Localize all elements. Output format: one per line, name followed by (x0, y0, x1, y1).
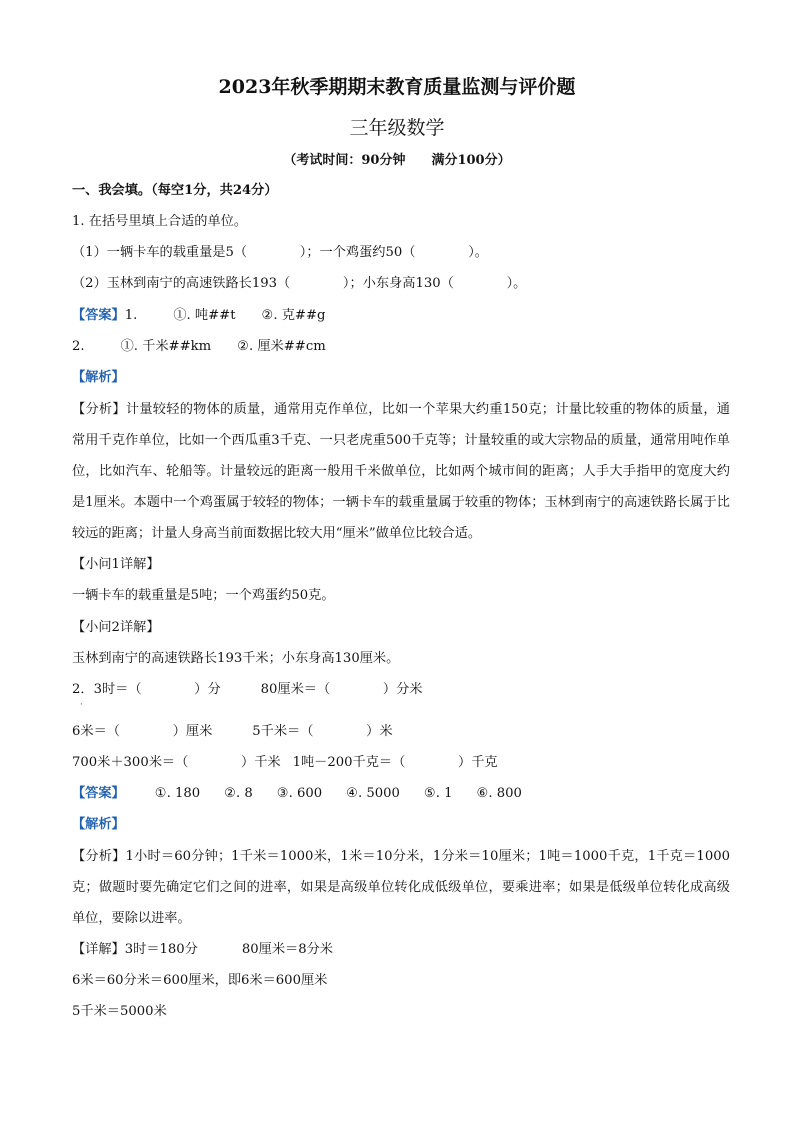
q1-analysis-tag: 【解析】 (72, 370, 125, 385)
detail-tag: 【详解】 (72, 942, 125, 957)
q1-sub1: （1）一辆卡车的载重量是5（ ）；一个鸡蛋约50（ ）。 (72, 245, 488, 260)
answer-item: ②. 克##g (261, 308, 326, 323)
q1-answer-line1 (72, 307, 325, 325)
q1-xw2-tag: 【小问2详解】 (72, 620, 160, 635)
decorative-dot: · (80, 700, 83, 710)
q2-detail2: 6米＝60分米＝600厘米，即6米＝600厘米 (72, 973, 328, 988)
q2-detail3: 5千米＝5000米 (72, 1004, 167, 1019)
q2-fenxi: 【分析】1小时＝60分钟；1千米＝1000米，1米＝10分米，1分米＝10厘米；1吨＝1000千克，1千克＝1000克；做题时要先确定它们之间的进率，如果是高级单位转化成低级单位，要乘进率；如果是低级单位转化成高级单位，要除以进率。 (72, 849, 730, 926)
q1-fenxi: 【分析】计量较轻的物体的质量，通常用克作单位，比如一个苹果大约重150克；计量比较重的物体的质量，通常用千克作单位，比如一个西瓜重3千克、一只老虎重500千克等；计量较重的或大宗物品的质量，通常用吨作单位，比如汽车、轮船等。计量较远的距离一般用千米做单位，比如两个城市间的距离；人手大手指甲的宽度大约是1厘米。本题中一个鸡蛋属于较轻的物体；一辆卡车的载重量属于较重的物体；玉林到南宁的高速铁路长属于比较远的距离；计量人身高当前面数据比较大用“厘米”做单位比较合适。 (72, 402, 730, 541)
q1-answer-line2 (72, 338, 326, 356)
answer-tag: 【答案】 (72, 308, 125, 323)
answer-item: ②. 8 (224, 786, 253, 801)
q2-item: 80厘米＝（ ）分米 (260, 682, 423, 697)
exam-time: （考试时间：90分钟 (283, 153, 406, 168)
answer-num: 1. (124, 308, 138, 323)
answer-item: ⑥. 800 (476, 786, 522, 801)
q1-xw2: 玉林到南宁的高速铁路长193千米；小东身高130厘米。 (72, 651, 400, 666)
answer-tag: 【答案】 (72, 786, 125, 801)
answer-num: 2. (72, 339, 85, 354)
detail-item: 80厘米＝8分米 (241, 942, 333, 957)
q2-item: 5千米＝（ ）米 (252, 724, 393, 739)
q1-sub2: （2）玉林到南宁的高速铁路长193（ ）；小东身高130（ ）。 (72, 276, 527, 291)
exam-title: 2023年秋季期期末教育质量监测与评价题 (218, 76, 576, 98)
q2-analysis-tag: 【解析】 (72, 817, 125, 832)
q1-xw1-tag: 【小问1详解】 (72, 557, 160, 572)
answer-item: ④. 5000 (346, 786, 400, 801)
section-heading: 一、我会填。（每空1分，共24分） (72, 183, 278, 198)
detail-item: 3时＝180分 (124, 942, 198, 957)
q2-item: 1吨－200千克＝（ ）千克 (292, 755, 498, 770)
q2-item: 700米＋300米＝（ ）千米 (72, 755, 281, 770)
q2-row1 (72, 681, 423, 699)
answer-item: ①. 180 (154, 786, 201, 801)
q2-item: 2．3时＝（ ）分 (72, 682, 221, 697)
q2-answer (72, 785, 522, 803)
q2-item: 6米＝（ ）厘米 (72, 724, 213, 739)
q1-stem: 1. 在括号里填上合适的单位。 (72, 214, 248, 229)
q2-detail1 (72, 941, 333, 959)
answer-item: ①. 吨##t (173, 308, 236, 323)
q2-row3 (72, 754, 498, 772)
answer-item: ②. 厘米##cm (237, 339, 326, 354)
answer-item: ③. 600 (276, 786, 323, 801)
q1-xw1: 一辆卡车的载重量是5吨；一个鸡蛋约50克。 (72, 588, 335, 603)
q2-row2 (72, 723, 393, 741)
exam-info (0, 149, 794, 168)
exam-subtitle: 三年级数学 (349, 117, 445, 139)
answer-item: ①. 千米##km (120, 339, 212, 354)
full-score: 满分100分） (431, 153, 511, 168)
answer-item: ⑤. 1 (423, 786, 453, 801)
